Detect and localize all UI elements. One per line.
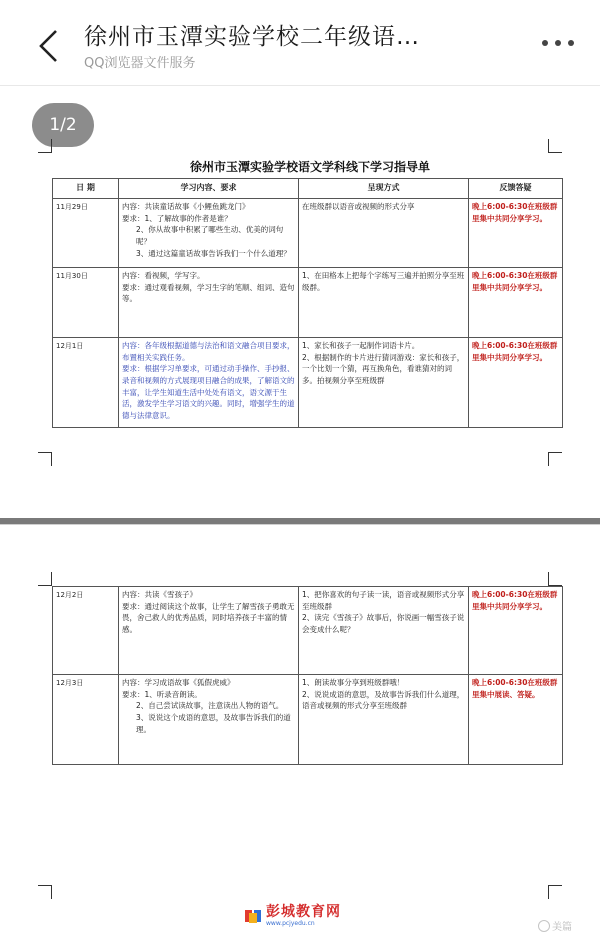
row-feedback: [469, 338, 563, 428]
row-feedback: [469, 675, 563, 765]
watermark-icon: [538, 920, 550, 932]
app-header: [0, 0, 600, 86]
date-text: 11月29日: [56, 203, 88, 211]
more-dots-icon[interactable]: [542, 40, 582, 52]
row-date: [53, 338, 119, 428]
content-line: 2、你从故事中积累了哪些生动、优美的词句呢？: [136, 225, 284, 246]
date-text: 12月1日: [56, 342, 84, 350]
method-line: 1、家长和孩子一起制作词语卡片。: [302, 341, 420, 350]
row-date: [53, 675, 119, 765]
feedback-text: 晚上6:00-6:30在班级群里集中共同分享学习。: [472, 202, 558, 223]
crop-mark: [548, 885, 562, 899]
row-date: [53, 199, 119, 268]
table-row: [53, 199, 563, 268]
content-line: 内容：共读童话故事《小鲤鱼跳龙门》: [122, 202, 250, 211]
crop-mark: [548, 572, 562, 586]
method-line: 2、根据制作的卡片进行猜词游戏：家长和孩子，一个比划一个猜，再互换角色，看谁猜对的词多。拍视频分享至班级群: [302, 352, 465, 385]
logo-book-icon: [244, 907, 262, 925]
crop-mark: [38, 572, 52, 586]
content-line: 要求：通过观看视频，学习生字的笔顺、组词、造句等。: [122, 282, 295, 304]
content-line: 要求：1、听录音朗读。: [122, 689, 202, 699]
content-line: 要求：通过阅读这个故事，让学生了解雪孩子勇敢无畏，舍己救人的优秀品质，同时培养孩子丰富的情感。: [122, 601, 295, 634]
content-line: 内容：各年级根据道德与法治和语文融合项目要求，布置相关实践任务。: [122, 341, 295, 362]
table-row: [53, 587, 563, 675]
row-method: [299, 199, 469, 268]
date-text: 12月2日: [56, 591, 84, 599]
back-arrow-icon[interactable]: [34, 28, 64, 64]
content-line: 2、自己尝试读故事，注意读出人物的语气。: [136, 701, 284, 711]
feedback-text: 晚上6:00-6:30在班级群里集中展读、答疑。: [472, 678, 558, 699]
date-text: 11月30日: [56, 272, 88, 280]
page-indicator: 1/2: [32, 103, 94, 147]
method-line: 2、读完《雪孩子》故事后，你说画一幅雪孩子说会变成什么呢？: [302, 613, 465, 634]
row-feedback: [469, 199, 563, 268]
logo-text: 彭城教育网: [266, 904, 341, 920]
row-content: [119, 675, 299, 765]
date-text: 12月3日: [56, 679, 84, 687]
content-line: 内容：共读《雪孩子》: [122, 590, 197, 599]
row-method: [299, 587, 469, 675]
col-header-method: 呈现方式: [299, 179, 469, 199]
row-feedback: [469, 268, 563, 338]
method-line: 2、说说成语的意思，及故事告诉我们什么道理，语音或视频的形式分享至班级群: [302, 689, 465, 711]
col-header-content: 学习内容、要求: [119, 179, 299, 199]
method-line: 1、朗读故事分享到班级群哦！: [302, 678, 405, 687]
row-content: [119, 268, 299, 338]
content-line: 要求：1、了解故事的作者是谁？: [122, 213, 232, 223]
content-line: 要求：根据学习单要求，可通过动手操作、手抄报、录音和视频的方式展现项目融合的成果，了解语文的丰富，让学生知道生活中处处有语文，语文源于生活，激发学生学习语文的兴趣。同时，增强学生的道德与法律意识。: [122, 364, 295, 420]
site-logo: [244, 901, 341, 931]
row-method: [299, 268, 469, 338]
page-subtitle: QQ浏览器文件服务: [84, 56, 196, 71]
watermark-text: 美篇: [552, 922, 572, 933]
plan-table-page1: [52, 178, 563, 428]
row-content: [119, 587, 299, 675]
content-line: 内容：学习成语故事《狐假虎威》: [122, 678, 235, 687]
method-text: 在班级群以语音或视频的形式分享: [302, 202, 415, 211]
method-text: 1、在田格本上把每个字练写三遍并拍照分享至班级群。: [302, 271, 465, 292]
col-header-feedback: 反馈答疑: [469, 179, 563, 199]
row-feedback: [469, 587, 563, 675]
feedback-text: 晚上6:00-6:30在班级群里集中共同分享学习。: [472, 590, 558, 611]
content-line: 3、通过这篇童话故事告诉我们一个什么道理？: [136, 248, 291, 258]
feedback-text: 晚上6:00-6:30在班级群里集中共同分享学习。: [472, 341, 558, 362]
page-title: 徐州市玉潭实验学校二年级语…: [84, 24, 420, 50]
crop-mark: [38, 139, 52, 153]
document-title: 徐州市玉潭实验学校语文学科线下学习指导单: [189, 160, 430, 174]
crop-mark: [38, 885, 52, 899]
table-header-row: [53, 179, 563, 199]
feedback-text: 晚上6:00-6:30在班级群里集中共同分享学习。: [472, 271, 558, 292]
row-content: [119, 199, 299, 268]
plan-table-page2: [52, 586, 563, 765]
page-separator-shadow: [0, 524, 600, 525]
row-method: [299, 675, 469, 765]
method-line: 1、把你喜欢的句子读一读，语音或视频形式分享至班级群: [302, 590, 465, 611]
row-content: [119, 338, 299, 428]
logo-url: www.pcjyedu.cn: [266, 920, 315, 927]
crop-mark: [548, 452, 562, 466]
crop-mark: [38, 452, 52, 466]
row-date: [53, 268, 119, 338]
row-method: [299, 338, 469, 428]
col-header-date: 日 期: [53, 179, 119, 199]
table-row: [53, 268, 563, 338]
watermark: [538, 918, 572, 933]
row-date: [53, 587, 119, 675]
table-row: [53, 675, 563, 765]
content-line: 内容：看视频，学写字。: [122, 271, 205, 280]
table-row: [53, 338, 563, 428]
content-line: 3、说说这个成语的意思，及故事告诉我们的道理。: [136, 712, 291, 734]
crop-mark: [548, 139, 562, 153]
